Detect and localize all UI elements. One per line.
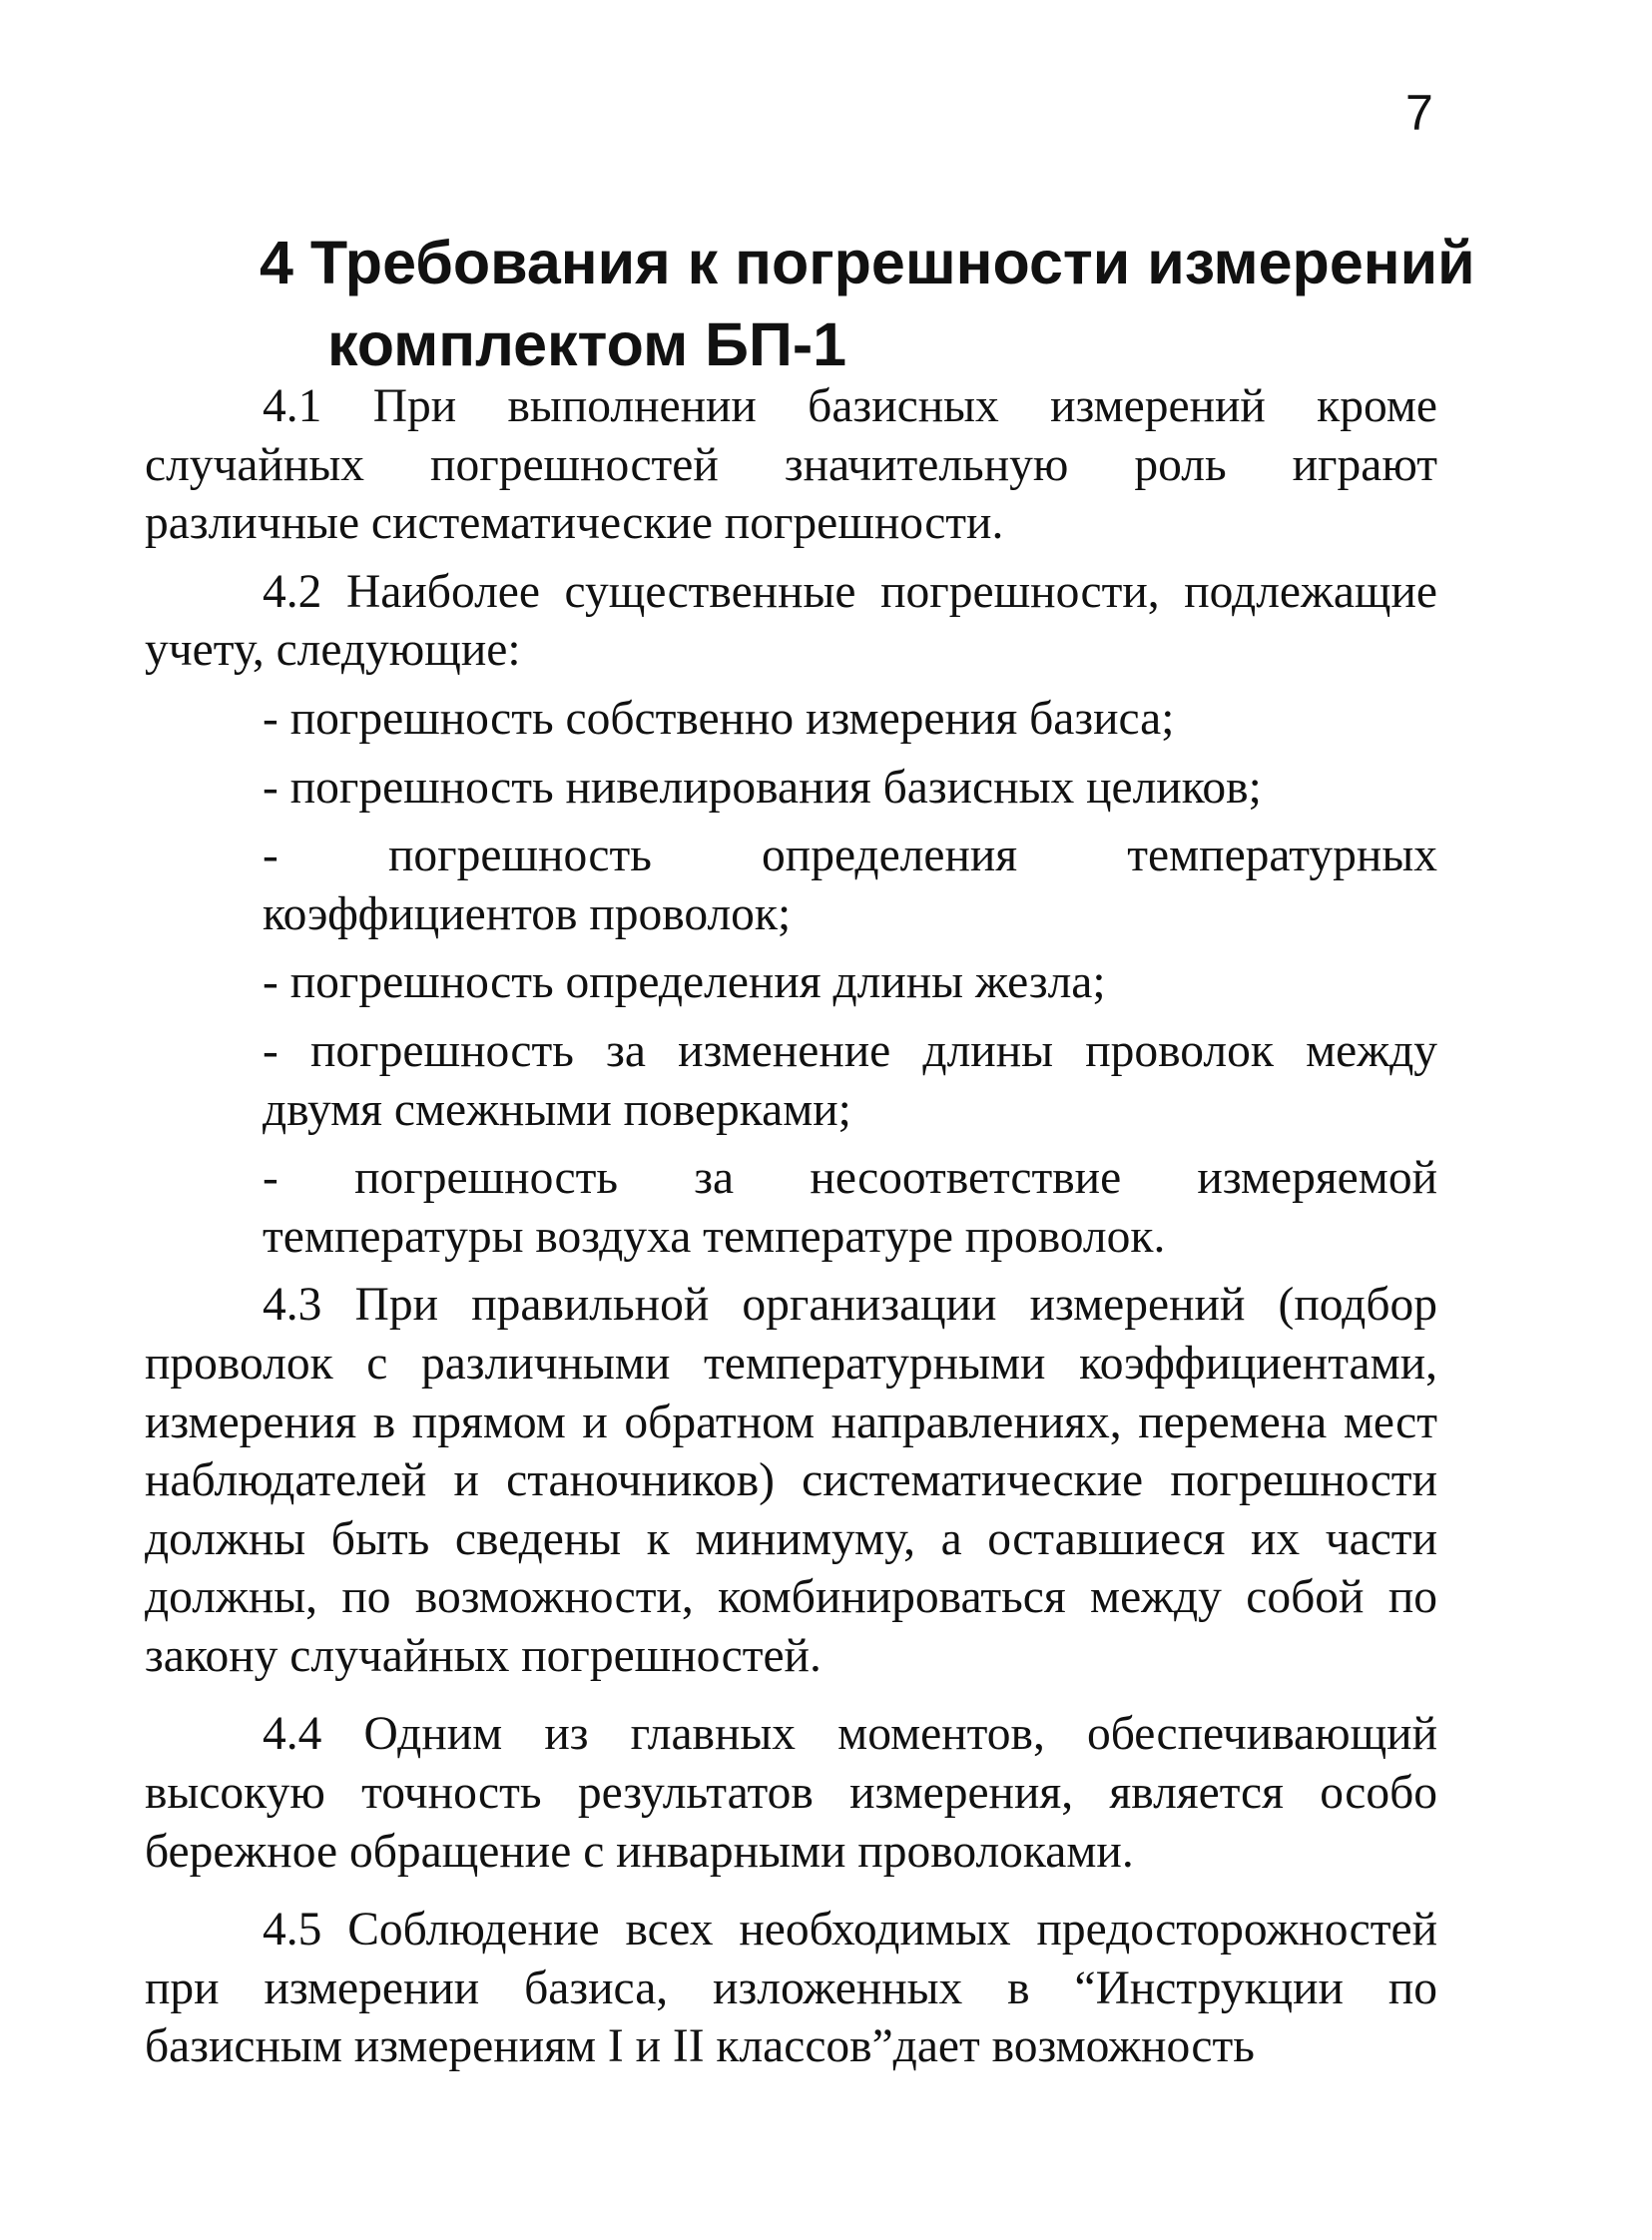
list-item: - погрешность за изменение длины проволок между двумя смежными поверками; [263, 1024, 1437, 1136]
paragraph-4-4: 4.4 Одним из главных моментов, обеспечивающий высокую точность результатов измерения, является особо бережное обращение с инварными проволоками. [145, 1708, 1437, 1878]
paragraph-4-5: 4.5 Соблюдение всех необходимых предосторожностей при измерении базиса, изложенных в “Инструкции по базисным измерениям I и II классов”дает возможность [145, 1904, 1437, 2073]
paragraph-4-2: 4.2 Наиболее существенные погрешности, подлежащие учету, следующие: [145, 565, 1437, 677]
paragraph-4-1: 4.1 При выполнении базисных измерений кроме случайных погрешностей значительную роль играют различные систематические погрешности. [145, 380, 1437, 550]
body-text [145, 377, 1437, 2076]
section-heading-line-2: комплектом БП-1 [327, 310, 847, 378]
list-item: - погрешность определения длины жезла; [263, 956, 1106, 1009]
section-heading [260, 222, 1497, 385]
list-item: - погрешность нивелирования базисных целиков; [263, 761, 1262, 814]
page-number: 7 [1405, 85, 1433, 141]
error-list [145, 690, 1437, 1266]
section-heading-line-1: 4 Требования к погрешности измерений [260, 229, 1475, 296]
paragraph-4-3: 4.3 При правильной организации измерений (подбор проволок с различными температурными коэффициентами, измерения в прямом и обратном направлениях, перемена мест наблюдателей и станочников) систематические погрешности должны быть сведены к минимуму, а оставшиеся их части должны, по возможности, комбинироваться между собой по закону случайных погрешностей. [145, 1279, 1437, 1682]
list-item: - погрешность собственно измерения базиса; [263, 692, 1175, 745]
list-item: - погрешность за несоответствие измеряемой температуры воздуха температуре проволок. [263, 1152, 1437, 1263]
list-item: - погрешность определения температурных коэффициентов проволок; [263, 830, 1437, 940]
